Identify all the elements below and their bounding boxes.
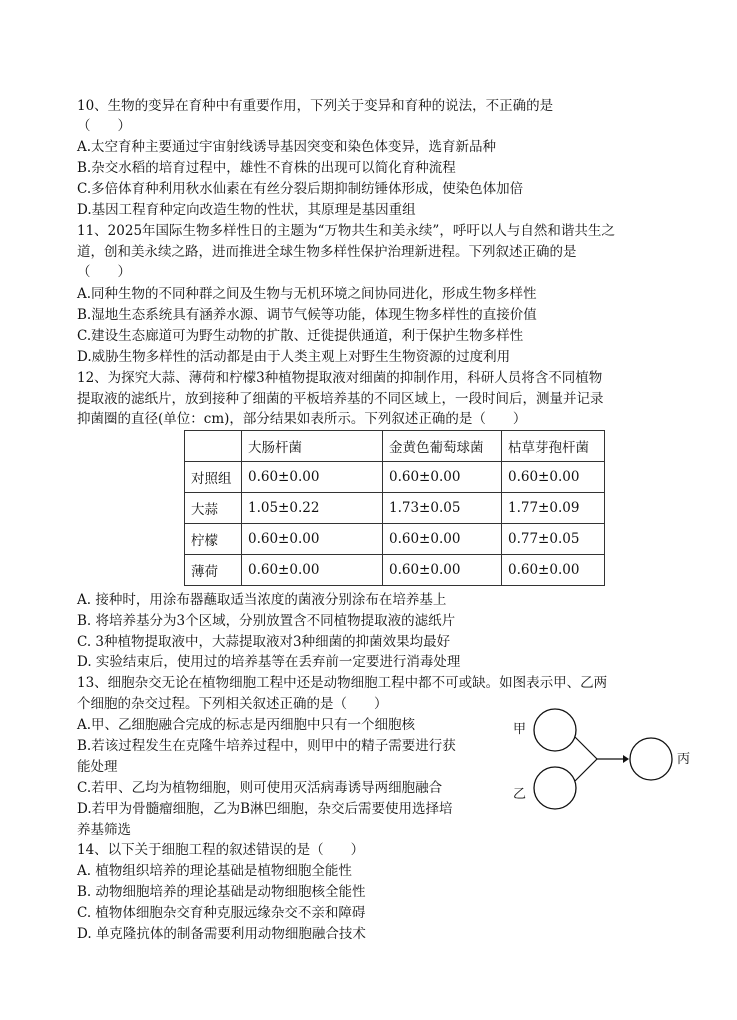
q14-option-a: A. 植物组织培养的理论基础是植物细胞全能性 <box>77 863 352 879</box>
q11-option-d: D.威胁生物多样性的活动都是由于人类主观上对野生生物资源的过度利用 <box>77 349 511 365</box>
table-row <box>185 524 605 555</box>
cell-b-circle <box>534 767 576 809</box>
q13-option-b-cont: 能处理 <box>77 759 118 775</box>
q10-option-c: C.多倍体育种利用秋水仙素在有丝分裂后期抑制纺锤体形成，使染色体加倍 <box>77 181 524 197</box>
q13-option-a: A.甲、乙细胞融合完成的标志是丙细胞中只有一个细胞核 <box>77 717 416 733</box>
q14-option-d: D. 单克隆抗体的制备需要利用动物细胞融合技术 <box>77 926 366 942</box>
table-cell: 0.60±0.00 <box>242 555 383 586</box>
q13-stem-line-1: 13、细胞杂交无论在植物细胞工程中还是动物细胞工程中都不可或缺。如图表示甲、乙两 <box>77 675 608 691</box>
table-cell: 1.77±0.09 <box>502 493 605 524</box>
table-cell: 大蒜 <box>185 493 242 524</box>
table-cell: 0.60±0.00 <box>383 524 502 555</box>
table-cell: 0.60±0.00 <box>502 555 605 586</box>
cell-a-label: 甲 <box>513 722 527 737</box>
table-cell: 0.60±0.00 <box>242 462 383 493</box>
table-cell: 柠檬 <box>185 524 242 555</box>
table-cell: 0.60±0.00 <box>502 462 605 493</box>
q13-option-d: D.若甲为骨髓瘤细胞，乙为B淋巴细胞，杂交后需要使用选择培 <box>77 801 453 817</box>
q12-option-b: B. 将培养基分为3个区域，分别放置含不同植物提取液的滤纸片 <box>77 613 456 629</box>
q13-option-c: C.若甲、乙均为植物细胞，则可使用灭活病毒诱导两细胞融合 <box>77 780 443 796</box>
q12-option-d: D. 实验结束后，使用过的培养基等在丢弃前一定要进行消毒处理 <box>77 654 461 670</box>
table-cell: 薄荷 <box>185 555 242 586</box>
q11-blank: （ ） <box>77 264 131 280</box>
arrow-head-icon <box>623 755 629 763</box>
table-cell: 对照组 <box>185 462 242 493</box>
cell-fusion-diagram <box>505 703 705 815</box>
table-row <box>185 493 605 524</box>
table-cell: 0.60±0.00 <box>242 524 383 555</box>
table-header-row <box>185 431 605 462</box>
cell-a-circle <box>534 709 576 751</box>
q14-option-b: B. 动物细胞培养的理论基础是动物细胞核全能性 <box>77 884 366 900</box>
table-cell: 1.05±0.22 <box>242 493 383 524</box>
q10-option-a: A.太空育种主要通过宇宙射线诱导基因突变和染色体变异，选育新品种 <box>77 139 497 155</box>
q13-stem-line-2: 个细胞的杂交过程。下列相关叙述正确的是（ ） <box>77 696 388 712</box>
q12-stem-line-3: 抑菌圈的直径(单位：cm)，部分结果如表所示。下列叙述正确的是（ ） <box>77 411 527 427</box>
table-cell: 1.73±0.05 <box>383 493 502 524</box>
q12-results-table <box>184 430 605 586</box>
table-header-cell: 枯草芽孢杆菌 <box>502 431 605 462</box>
table-cell: 0.60±0.00 <box>383 555 502 586</box>
cell-b-label: 乙 <box>513 787 527 802</box>
q12-option-a: A. 接种时，用涂布器蘸取适当浓度的菌液分别涂布在培养基上 <box>77 592 447 608</box>
q14-option-c: C. 植物体细胞杂交育种克服远缘杂交不亲和障碍 <box>77 905 366 921</box>
merge-lines <box>575 737 597 781</box>
q13-option-b: B.若该过程发生在克隆牛培养过程中，则甲中的精子需要进行获 <box>77 738 456 754</box>
q11-option-c: C.建设生态廊道可为野生动物的扩散、迁徙提供通道，利于保护生物多样性 <box>77 328 524 344</box>
q11-option-a: A.同种生物的不同种群之间及生物与无机环境之间协同进化，形成生物多样性 <box>77 286 537 302</box>
cell-c-circle <box>630 738 672 780</box>
q10-option-b: B.杂交水稻的培育过程中，雄性不育株的出现可以简化育种流程 <box>77 160 456 176</box>
table-row <box>185 462 605 493</box>
q10-stem: 10、生物的变异在育种中有重要作用，下列关于变异和育种的说法，不正确的是 <box>77 98 554 114</box>
q14-stem: 14、以下关于细胞工程的叙述错误的是（ ） <box>77 842 365 858</box>
q12-option-c: C. 3种植物提取液中，大蒜提取液对3种细菌的抑菌效果均最好 <box>77 634 451 650</box>
table-header-cell <box>185 431 242 462</box>
q10-option-d: D.基因工程育种定向改造生物的性状，其原理是基因重组 <box>77 202 416 218</box>
table-row <box>185 555 605 586</box>
q11-stem-line-1: 11、2025年国际生物多样性日的主题为“万物共生和美永续”，呼吁以人与自然和谐共生之 <box>77 223 615 239</box>
q12-stem-line-2: 提取液的滤纸片，放到接种了细菌的平板培养基的不同区域上，一段时间后，测量并记录 <box>77 391 604 407</box>
q10-blank: （ ） <box>77 118 131 134</box>
cell-c-label: 丙 <box>677 752 691 767</box>
table-header-cell: 大肠杆菌 <box>242 431 383 462</box>
table-cell: 0.60±0.00 <box>383 462 502 493</box>
table-cell: 0.77±0.05 <box>502 524 605 555</box>
q12-stem-line-1: 12、为探究大蒜、薄荷和柠檬3种植物提取液对细菌的抑制作用，科研人员将含不同植物 <box>77 370 603 386</box>
q11-option-b: B.湿地生态系统具有涵养水源、调节气候等功能，体现生物多样性的直接价值 <box>77 307 537 323</box>
table-header-cell: 金黄色葡萄球菌 <box>383 431 502 462</box>
q11-stem-line-2: 道，创和美永续之路，进而推进全球生物多样性保护治理新进程。下列叙述正确的是 <box>77 244 577 260</box>
q13-option-d-cont: 养基筛选 <box>77 822 131 838</box>
